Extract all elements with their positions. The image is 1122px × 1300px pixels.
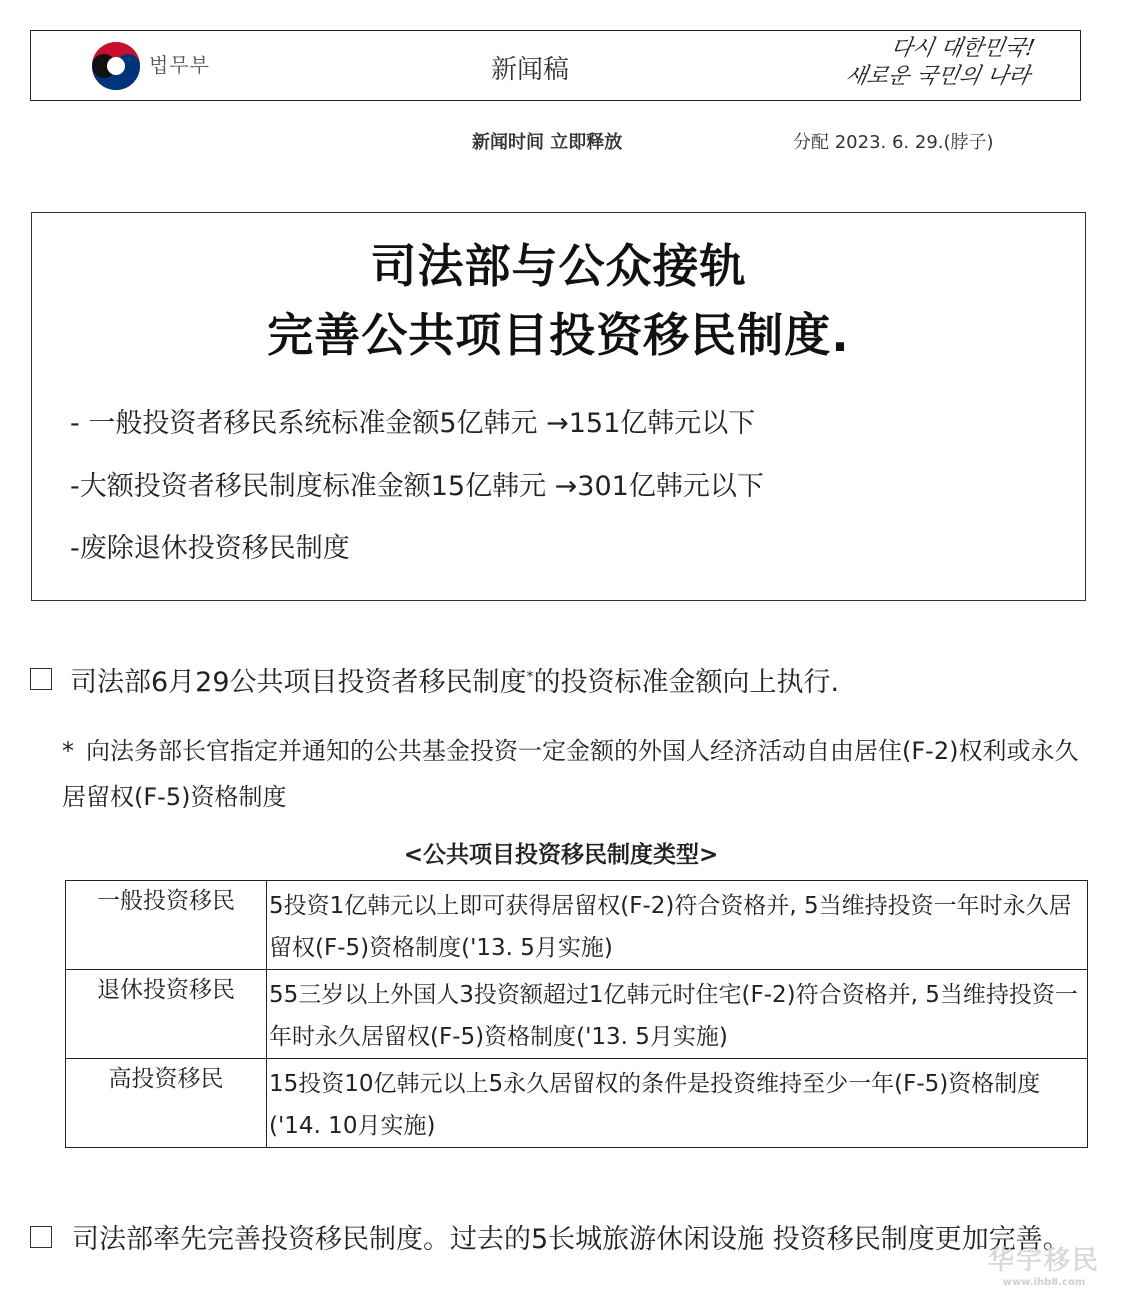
footnote-text: 向法务部长官指定并通知的公共基金投资一定金额的外国人经济活动自由居住(F-2)权利或永久居留权(F-5)资格制度 xyxy=(62,737,1079,811)
paragraph-1-text-before: 司法部6月29公共项目投资者移民制度 xyxy=(70,667,527,698)
distribution-date: 分配 2023. 6. 29.(脖子) xyxy=(793,132,994,153)
watermark-url: www.ihb8.com xyxy=(1002,1277,1086,1288)
press-release-title: 新闻稿 xyxy=(491,55,570,85)
slogan-signature xyxy=(797,35,1037,91)
headline-line-1: 司法部与公众接轨 xyxy=(370,239,747,293)
table-title: <公共项目投资移民制度类型> xyxy=(403,842,719,868)
release-time: 新闻时间 立即释放 xyxy=(472,132,623,153)
footnote-star: * xyxy=(62,737,74,765)
type-name-cell: 高投资移民 xyxy=(66,1059,267,1148)
summary-box xyxy=(31,212,1086,601)
table-row xyxy=(66,881,1088,970)
watermark xyxy=(988,1240,1100,1288)
type-name-cell: 一般投资移民 xyxy=(66,881,267,970)
press-release-header xyxy=(30,30,1081,101)
footnote xyxy=(62,728,1102,820)
summary-bullet: -废除退休投资移民制度 xyxy=(70,533,350,564)
headline-line-2: 完善公共项目投资移民制度. xyxy=(267,308,850,362)
type-description-cell: 5投资1亿韩元以上即可获得居留权(F-2)符合资格并, 5当维持投资一年时永久居留权(F-5)资格制度('13. 5月实施) xyxy=(267,881,1088,970)
type-description-cell: 55三岁以上外国人3投资额超过1亿韩元时住宅(F-2)符合资格并, 5当维持投资一年时永久居留权(F-5)资格制度('13. 5月实施) xyxy=(267,970,1088,1059)
slogan-line-1: 다시 대한민국! xyxy=(888,36,1037,61)
table-row xyxy=(66,970,1088,1059)
ministry-emblem-icon xyxy=(89,39,143,93)
type-description-cell: 15投资10亿韩元以上5永久居留权的条件是投资维持至少一年(F-5)资格制度('14. 10月实施) xyxy=(267,1059,1088,1148)
slogan-line-2: 새로운 국민의 나라 xyxy=(843,64,1032,89)
table-row xyxy=(66,1059,1088,1148)
paragraph-1 xyxy=(70,660,839,699)
paragraph-1-text-after: 的投资标准金额向上执行. xyxy=(533,667,840,698)
section-checkbox-icon xyxy=(30,1226,52,1248)
type-name-cell: 退休投资移民 xyxy=(66,970,267,1059)
paragraph-2: 司法部率先完善投资移民制度。过去的5长城旅游休闲设施 投资移民制度更加完善。 xyxy=(72,1224,1070,1255)
summary-bullet: - 一般投资者移民系统标准金额5亿韩元 →151亿韩元以下 xyxy=(70,408,756,439)
watermark-text: 华宇移民 xyxy=(987,1246,1100,1276)
section-checkbox-icon xyxy=(30,668,52,690)
footnote-mark: * xyxy=(526,669,534,685)
summary-bullet: -大额投资者移民制度标准金额15亿韩元 →301亿韩元以下 xyxy=(70,471,764,502)
investment-types-table xyxy=(65,880,1088,1148)
ministry-name: 법무부 xyxy=(149,53,210,77)
